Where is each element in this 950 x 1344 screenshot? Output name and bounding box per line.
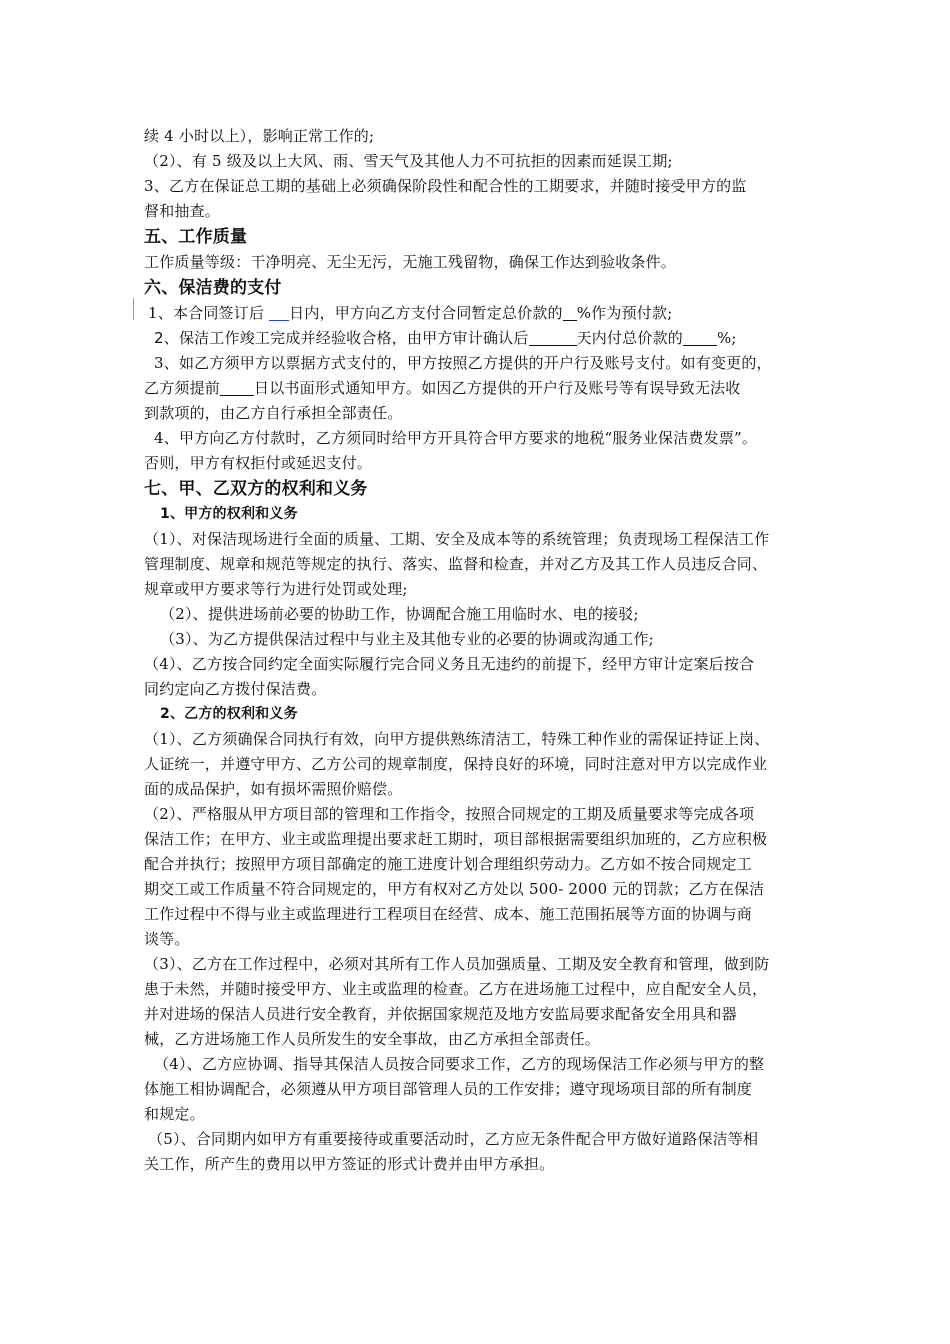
blank-days-field[interactable] (529, 329, 577, 346)
paragraph-line: 谈等。 (144, 930, 190, 948)
clause-text: 、保洁工作竣工完成并经验收合格，由甲方审计确认后 (163, 329, 529, 347)
paragraph-line: 患于未然，并随时接受甲方、业主或监理的检查。乙方在进场施工过程中，应自配安全人员， (144, 980, 768, 998)
section-heading-7: 七、甲、乙双方的权利和义务 (144, 479, 368, 499)
paragraph-line: 否则，甲方有权拒付或延迟支付。 (144, 454, 373, 472)
paragraph-line: （4）、乙方应协调、指导其保洁人员按合同要求工作，乙方的现场保洁工作必须与甲方的整 (154, 1055, 765, 1073)
paragraph-line: （2）、有 5 级及以上大风、雨、雪天气及其他人力不可抗拒的因素而延误工期; (144, 152, 673, 170)
paragraph-line: 3、如乙方须甲方以票据方式支付的，甲方按照乙方提供的开户行及账号支付。如有变更的， (154, 354, 772, 372)
paragraph-line: （2）、严格服从甲方项目部的管理和工作指令，按照合同规定的工期及质量要求等完成各项 (144, 805, 755, 823)
clause-text: %作为预付款; (576, 304, 673, 322)
subsection-heading-1: 1、甲方的权利和义务 (160, 506, 298, 522)
paragraph-line: （4）、乙方按合同约定全面实际履行完合同义务且无违约的前提下，经甲方审计定案后按合 (144, 655, 755, 673)
paragraph-line: 续 4 小时以上），影响正常工作的; (144, 127, 375, 145)
payment-clause-2 (144, 326, 816, 351)
paragraph-line: 和规定。 (144, 1105, 205, 1123)
paragraph-line: 4、甲方向乙方付款时，乙方须同时给甲方开具符合甲方要求的地税“服务业保洁费发票”。 (154, 429, 758, 447)
paragraph-line: （3）、乙方在工作过程中，必须对其所有工作人员加强质量、工期及安全教育和管理，做到防 (144, 955, 770, 973)
paragraph-line: （5）、合同期内如甲方有重要接待或重要活动时，乙方应无条件配合甲方做好道路保洁等相 (148, 1130, 759, 1148)
text-cursor-marker (133, 298, 134, 320)
paragraph-line: 人证统一，并遵守甲方、乙方公司的规章制度，保持良好的环境，同时注意对甲方以完成作业 (144, 755, 768, 773)
section-heading-5: 五、工作质量 (144, 227, 248, 247)
clause-text: 天内付总价款的 (576, 329, 683, 347)
paragraph-line: （1）、对保洁现场进行全面的质量、工期、安全及成本等的系统管理；负责现场工程保洁工作 (144, 530, 770, 548)
paragraph-line: 保洁工作；在甲方、业主或监理提出要求赶工期时，项目部根据需要组织加班的，乙方应积极 (144, 830, 768, 848)
clause-text: 日以书面形式通知甲方。如因乙方提供的开户行及账号等有误导致无法收 (254, 379, 741, 397)
paragraph-line: 同约定向乙方拨付保洁费。 (144, 680, 327, 698)
paragraph-line: 规章或甲方要求等行为进行处罚或处理; (144, 580, 408, 598)
paragraph-line: 体施工相协调配合，必须遵从甲方项目部管理人员的工作安排；遵守现场项目部的所有制度 (144, 1080, 753, 1098)
payment-clause-1 (144, 301, 816, 326)
paragraph-line: 并对进场的保洁人员进行安全教育，并依据国家规范及地方安监局要求配备安全用具和器 (144, 1005, 737, 1023)
blank-days-field[interactable] (220, 379, 254, 396)
paragraph-line: 管理制度、规章和规范等规定的执行、落实、监督和检查，并对乙方及其工作人员违反合同、 (144, 555, 768, 573)
blank-days-field[interactable] (269, 304, 289, 321)
section-heading-6: 六、保洁费的支付 (144, 278, 282, 298)
paragraph-line: 械，乙方进场施工作人员所发生的安全事故，由乙方承担全部责任。 (144, 1030, 601, 1048)
document-body (144, 124, 816, 1177)
blank-percent-field[interactable] (563, 304, 577, 321)
paragraph-line: 到款项的，由乙方自行承担全部责任。 (144, 404, 403, 422)
paragraph-line: 工作质量等级：干净明亮、无尘无污，无施工残留物，确保工作达到验收条件。 (144, 253, 677, 271)
paragraph-line: 面的成品保护，如有损坏需照价赔偿。 (144, 780, 403, 798)
paragraph-line: （3）、为乙方提供保洁过程中与业主及其他专业的必要的协调或沟通工作; (160, 630, 654, 648)
paragraph-line: 工作过程中不得与业主或监理进行工程项目在经营、成本、施工范围拓展等方面的协调与商 (144, 905, 753, 923)
subsection-heading-2: 2、乙方的权利和义务 (160, 706, 298, 722)
blank-percent-field[interactable] (683, 329, 717, 346)
paragraph-line: （1）、乙方须确保合同执行有效，向甲方提供熟练清洁工，特殊工种作业的需保证持证上岗、 (144, 730, 770, 748)
clause-text: %; (716, 329, 737, 347)
paragraph-line: 关工作，所产生的费用以甲方签证的形式计费并由甲方承担。 (144, 1155, 555, 1173)
paragraph-line: 配合并执行；按照甲方项目部确定的施工进度计划合理组织劳动力。乙方如不按合同规定工 (144, 855, 753, 873)
clause-text: 日内，甲方向乙方支付合同暂定总价款的 (289, 304, 563, 322)
paragraph-line: （2）、提供进场前必要的协助工作，协调配合施工用临时水、电的接驳; (160, 605, 639, 623)
clause-text: 乙方须提前 (144, 379, 221, 397)
clause-number: 2 (154, 329, 164, 347)
clause-text: 1、本合同签订后 (148, 304, 270, 322)
paragraph-line: 督和抽查。 (144, 202, 221, 220)
payment-clause-3-cont (144, 376, 816, 401)
paragraph-line: 3、乙方在保证总工期的基础上必须确保阶段性和配合性的工期要求，并随时接受甲方的监 (144, 177, 747, 195)
paragraph-line: 期交工或工作质量不符合同规定的，甲方有权对乙方处以 500- 2000 元的罚款；乙方在保洁 (144, 880, 765, 898)
